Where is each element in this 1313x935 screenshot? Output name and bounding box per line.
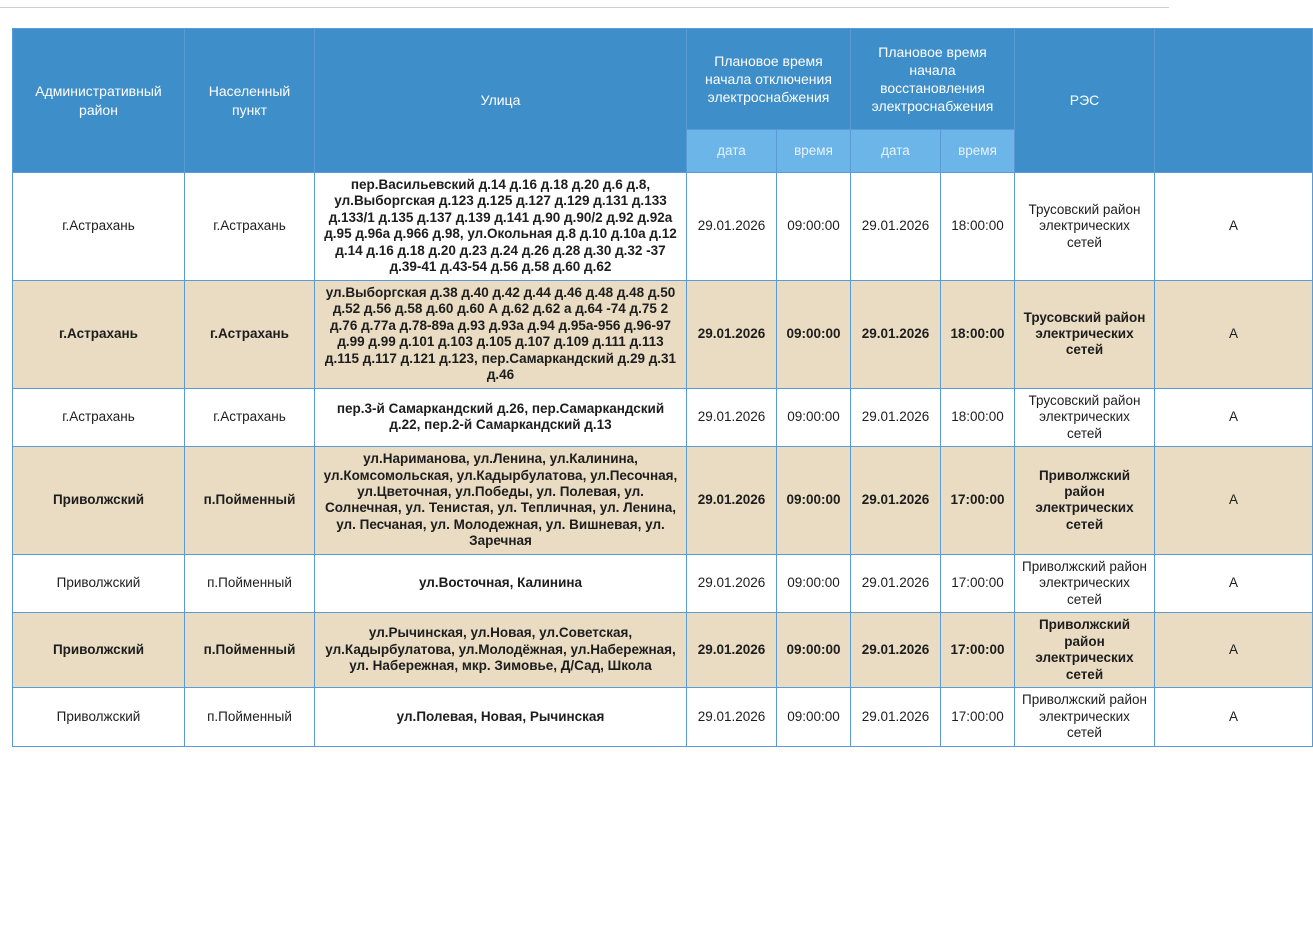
table-header-row-main — [13, 29, 1313, 130]
cell-restore-time: 18:00:00 — [941, 173, 1015, 281]
cell-res: Приволжский район электрических сетей — [1015, 447, 1155, 555]
page-top-divider — [0, 0, 1169, 8]
cell-extra: А — [1155, 688, 1313, 746]
cell-street: ул.Рычинская, ул.Новая, ул.Советская, ул.Кадырбулатова, ул.Молодёжная, ул.Набережная, ул. Набережная, мкр. Зимовье, Д/Сад, Школа — [315, 613, 687, 688]
cell-start-date: 29.01.2026 — [687, 173, 777, 281]
cell-locality: г.Астрахань — [185, 280, 315, 388]
cell-start-date: 29.01.2026 — [687, 613, 777, 688]
cell-district: г.Астрахань — [13, 280, 185, 388]
cell-locality: п.Пойменный — [185, 613, 315, 688]
column-subheader-restore-date: дата — [851, 130, 941, 173]
cell-start-date: 29.01.2026 — [687, 554, 777, 612]
cell-restore-date: 29.01.2026 — [851, 447, 941, 555]
cell-res: Приволжский район электрических сетей — [1015, 688, 1155, 746]
cell-extra: А — [1155, 173, 1313, 281]
cell-start-date: 29.01.2026 — [687, 280, 777, 388]
cell-start-time: 09:00:00 — [777, 688, 851, 746]
cell-start-time: 09:00:00 — [777, 447, 851, 555]
cell-locality: п.Пойменный — [185, 688, 315, 746]
column-header-planned-start: Плановое время начала отключения электроснабжения — [687, 29, 851, 130]
cell-restore-time: 17:00:00 — [941, 688, 1015, 746]
cell-restore-time: 17:00:00 — [941, 613, 1015, 688]
table-row — [13, 613, 1313, 688]
column-header-street: Улица — [315, 29, 687, 173]
cell-restore-date: 29.01.2026 — [851, 554, 941, 612]
cell-res: Приволжский район электрических сетей — [1015, 554, 1155, 612]
table-row — [13, 688, 1313, 746]
cell-restore-date: 29.01.2026 — [851, 388, 941, 446]
table-row — [13, 173, 1313, 281]
column-header-extra — [1155, 29, 1313, 173]
cell-street: ул.Выборгская д.38 д.40 д.42 д.44 д.46 д.48 д.48 д.50 д.52 д.56 д.58 д.60 д.60 А д.62 д.62 а д.64 -74 д.75 2 д.76 д.77а д.78-89а д.93 д.93а д.94 д.95а-956 д.96-97 д.99 д.99 д.101 д.103 д.105 д.107 д.109 д.111 д.113 д.115 д.117 д.121 д.123, пер.Самаркандский д.29 д.31 д.46 — [315, 280, 687, 388]
table-row — [13, 280, 1313, 388]
table-header — [13, 29, 1313, 173]
column-header-res: РЭС — [1015, 29, 1155, 173]
cell-street: пер.Васильевский д.14 д.16 д.18 д.20 д.6 д.8, ул.Выборгская д.123 д.125 д.127 д.129 д.131 д.133 д.133/1 д.135 д.137 д.139 д.141 д.90 д.90/2 д.92 д.92а д.95 д.96а д.966 д.98, ул.Окольная д.8 д.10 д.10а д.12 д.14 д.16 д.18 д.20 д.23 д.24 д.26 д.28 д.30 д.32 -37 д.39-41 д.43-54 д.56 д.58 д.60 д.62 — [315, 173, 687, 281]
cell-extra: А — [1155, 388, 1313, 446]
cell-res: Трусовский район электрических сетей — [1015, 173, 1155, 281]
column-header-planned-restore: Плановое время начала восстановления электроснабжения — [851, 29, 1015, 130]
cell-restore-date: 29.01.2026 — [851, 613, 941, 688]
cell-restore-date: 29.01.2026 — [851, 280, 941, 388]
cell-restore-date: 29.01.2026 — [851, 173, 941, 281]
cell-extra: А — [1155, 280, 1313, 388]
column-header-locality: Населенный пункт — [185, 29, 315, 173]
outage-table-container — [12, 28, 1312, 747]
cell-district: Приволжский — [13, 447, 185, 555]
column-header-district: Административный район — [13, 29, 185, 173]
cell-street: ул.Полевая, Новая, Рычинская — [315, 688, 687, 746]
cell-district: г.Астрахань — [13, 173, 185, 281]
cell-locality: г.Астрахань — [185, 173, 315, 281]
cell-street: ул.Нариманова, ул.Ленина, ул.Калинина, ул.Комсомольская, ул.Кадырбулатова, ул.Песочная, ул.Цветочная, ул.Победы, ул. Полевая, ул. Солнечная, ул. Тенистая, ул. Тепличная, ул. Ленина, ул. Песчаная, ул. Молодежная, ул. Вишневая, ул. Заречная — [315, 447, 687, 555]
cell-locality: п.Пойменный — [185, 554, 315, 612]
column-subheader-start-date: дата — [687, 130, 777, 173]
table-row — [13, 554, 1313, 612]
cell-res: Трусовский район электрических сетей — [1015, 280, 1155, 388]
cell-restore-time: 17:00:00 — [941, 554, 1015, 612]
cell-start-time: 09:00:00 — [777, 613, 851, 688]
cell-res: Приволжский район электрических сетей — [1015, 613, 1155, 688]
table-row — [13, 388, 1313, 446]
outage-schedule-table — [12, 28, 1313, 747]
cell-restore-time: 17:00:00 — [941, 447, 1015, 555]
cell-street: ул.Восточная, Калинина — [315, 554, 687, 612]
cell-locality: п.Пойменный — [185, 447, 315, 555]
cell-district: Приволжский — [13, 554, 185, 612]
cell-start-date: 29.01.2026 — [687, 447, 777, 555]
cell-extra: А — [1155, 613, 1313, 688]
cell-street: пер.3-й Самаркандский д.26, пер.Самаркандский д.22, пер.2-й Самаркандский д.13 — [315, 388, 687, 446]
cell-res: Трусовский район электрических сетей — [1015, 388, 1155, 446]
column-subheader-start-time: время — [777, 130, 851, 173]
cell-district: г.Астрахань — [13, 388, 185, 446]
cell-restore-time: 18:00:00 — [941, 280, 1015, 388]
table-body — [13, 173, 1313, 747]
cell-start-date: 29.01.2026 — [687, 688, 777, 746]
table-row — [13, 447, 1313, 555]
cell-locality: г.Астрахань — [185, 388, 315, 446]
cell-extra: А — [1155, 447, 1313, 555]
cell-start-date: 29.01.2026 — [687, 388, 777, 446]
cell-start-time: 09:00:00 — [777, 173, 851, 281]
cell-extra: А — [1155, 554, 1313, 612]
cell-start-time: 09:00:00 — [777, 280, 851, 388]
cell-restore-date: 29.01.2026 — [851, 688, 941, 746]
cell-start-time: 09:00:00 — [777, 554, 851, 612]
cell-start-time: 09:00:00 — [777, 388, 851, 446]
cell-district: Приволжский — [13, 613, 185, 688]
cell-district: Приволжский — [13, 688, 185, 746]
cell-restore-time: 18:00:00 — [941, 388, 1015, 446]
column-subheader-restore-time: время — [941, 130, 1015, 173]
